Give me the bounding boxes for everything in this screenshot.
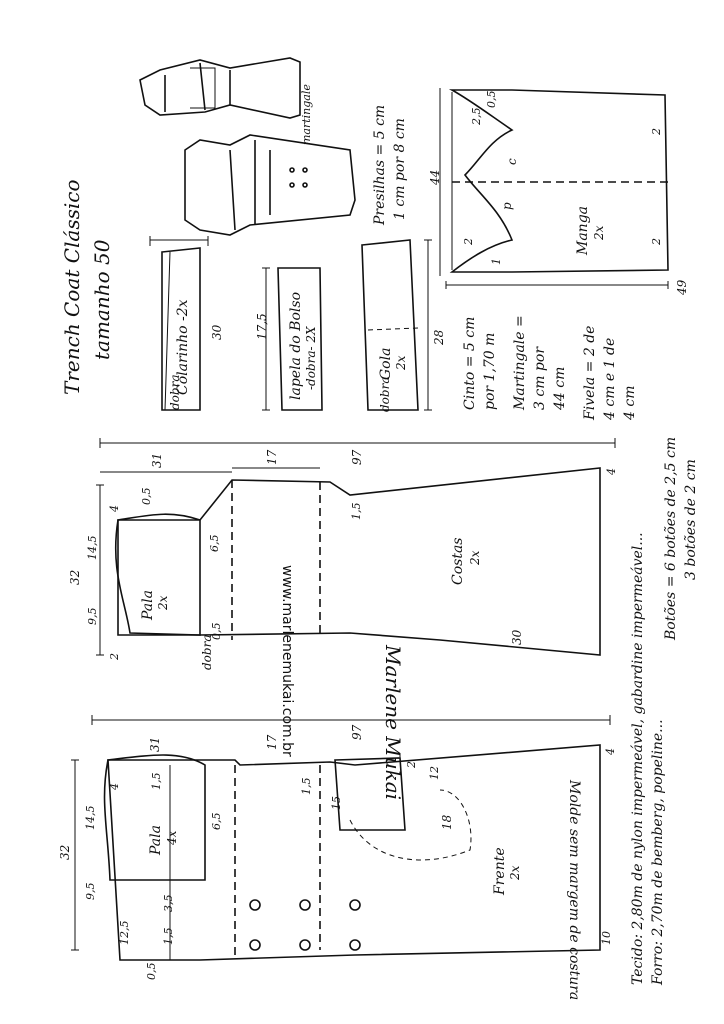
pala-frente-qty: 4x [165, 830, 179, 845]
pattern-size: tamanho 50 [90, 239, 114, 360]
manga-d1: 2,5 [470, 107, 483, 125]
frente-length: 97 [350, 724, 364, 740]
pala-frente-e: 1,5 [162, 927, 175, 945]
pala-frente-d: 3,5 [162, 894, 175, 912]
pala-frente-b: 9,5 [84, 882, 97, 900]
trench-coat-sketch-front [185, 135, 355, 235]
pattern-title: Trench Coat Clássico [60, 179, 84, 395]
presilhas-note: Presilhas = 5 cm [372, 104, 388, 225]
pala-costas-fold: dobra [200, 634, 214, 670]
martingale-note-3: 44 cm [552, 366, 568, 410]
pala-costas-f: 4 [108, 505, 121, 512]
frente-p3: 15 [330, 796, 343, 810]
costas-top: 31 [150, 452, 164, 468]
frente-p2: 1,5 [300, 777, 313, 795]
pala-frente-height: 32 [58, 844, 72, 860]
manga-label: Manga [575, 205, 591, 255]
costas-piece [96, 438, 615, 655]
costas-bottom: 30 [510, 629, 524, 645]
manga-d4: 2 [650, 238, 663, 245]
manga-d6: 1 [490, 258, 503, 265]
manga-qty: 2x [592, 225, 606, 240]
pala-costas-piece [116, 514, 200, 635]
manga-d3: 2 [650, 128, 663, 135]
frente-label: Frente [492, 847, 508, 895]
pala-frente-label: Pala [148, 825, 164, 855]
presilhas-note-2: 1 cm por 8 cm [392, 118, 408, 220]
costas-d4: 4 [605, 468, 618, 475]
frente-hem: 10 [600, 931, 613, 945]
costas-slit: 1,5 [350, 502, 363, 520]
pala-costas-d: 0,5 [210, 622, 223, 640]
costas-label: Costas [450, 537, 466, 585]
colarinho-length: 30 [210, 324, 224, 340]
frente-mid: 17 [265, 734, 279, 750]
gola-qty: 2x [394, 355, 408, 370]
martingale-label: martingale [300, 84, 313, 145]
pala-costas-b: 9,5 [86, 607, 99, 625]
lapela-label: lapela do Bolso [288, 292, 304, 400]
pala-costas-e: 6,5 [208, 534, 221, 552]
colarinho-fold: dobra [168, 374, 182, 410]
manga-c: c [505, 158, 519, 165]
manga-length: 44 [428, 169, 442, 185]
pala-costas-c: 2 [108, 653, 121, 660]
pala-costas-height: 32 [68, 569, 82, 585]
pala-costas-a: 14,5 [86, 535, 99, 560]
costas-mid: 17 [265, 449, 279, 465]
pala-frente-a: 14,5 [84, 805, 97, 830]
cinto-note: Cinto = 5 cm [462, 316, 478, 410]
fivela-note: Fivela = 2 de [582, 325, 598, 420]
fivela-note-2: 4 cm e 1 de [602, 337, 618, 420]
pala-frente-f: 6,5 [210, 812, 223, 830]
pala-frente-h: 0,5 [145, 962, 158, 980]
manga-width: 49 [675, 279, 689, 295]
frente-top: 31 [148, 736, 162, 752]
cinto-note-2: por 1,70 m [482, 332, 498, 410]
gola-piece [362, 240, 432, 410]
materials-botoes-2: 3 botões de 2 cm [683, 459, 699, 580]
materials-forro: Forro: 2,70m de bemberg, popeline... [650, 719, 666, 985]
lapela-length: 17,5 [255, 313, 269, 340]
costas-length: 97 [350, 449, 364, 465]
pala-costas-qty: 2x [156, 595, 170, 610]
website: www.marlenemukai.com.br [279, 565, 295, 757]
pala-frente-i: 1,5 [150, 772, 163, 790]
frente-pocket: 18 [440, 814, 454, 830]
trench-coat-sketch-back [140, 58, 300, 118]
frente-p1: 12 [428, 766, 441, 780]
materials-tecido: Tecido: 2,80m de nylon impermeável, gabardine impermeável... [630, 532, 646, 985]
frente-d4: 4 [604, 748, 617, 755]
pala-frente-c: 12,5 [118, 920, 131, 945]
materials-botoes: Botões = 6 botões de 2,5 cm [663, 436, 679, 640]
manga-p: p [500, 202, 514, 210]
gola-length: 28 [432, 329, 446, 345]
fivela-note-3: 4 cm [622, 385, 638, 420]
colarinho-label: Colarinho -2x [175, 299, 191, 395]
pala-costas-label: Pala [140, 590, 156, 620]
pala-costas-g: 0,5 [140, 487, 153, 505]
manga-d2: 0,5 [485, 90, 498, 108]
martingale-note-2: 3 cm por [532, 346, 548, 410]
manga-d5: 2 [462, 238, 475, 245]
costas-qty: 2x [468, 550, 482, 565]
frente-p4: 2 [405, 761, 418, 768]
gola-label: Gola [378, 347, 394, 380]
gola-fold: dobra [378, 376, 392, 412]
pala-frente-g: 4 [108, 783, 121, 790]
signature: Marlene Mukai [381, 645, 405, 801]
martingale-note: Martingale = [512, 315, 528, 410]
frente-qty: 2x [508, 865, 522, 880]
lapela-sub: -dobra- 2X [304, 326, 318, 390]
footer-note: Molde sem margem de costura [566, 780, 582, 1001]
